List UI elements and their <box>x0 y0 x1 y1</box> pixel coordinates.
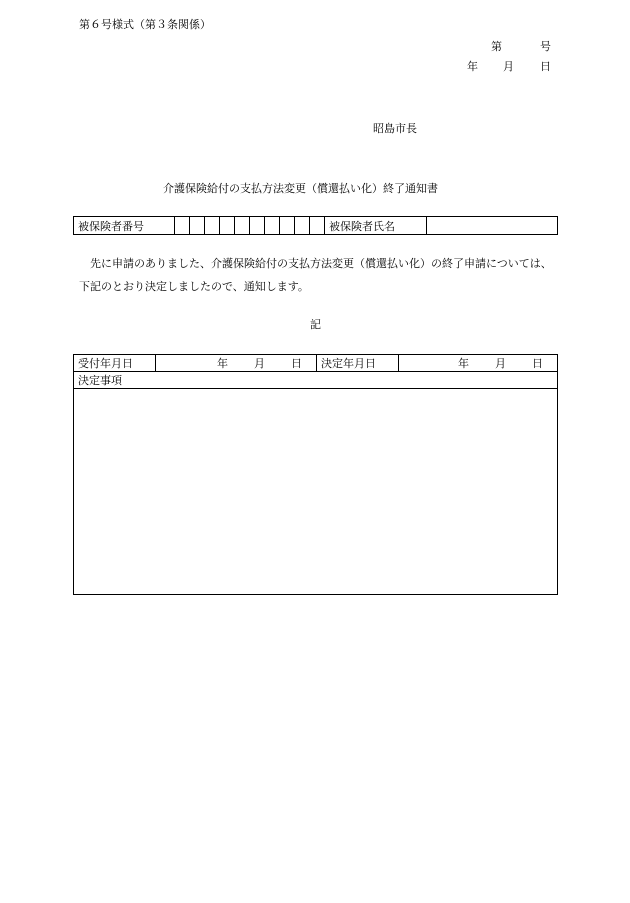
decision-matters-label: 決定事項 <box>74 372 558 389</box>
received-date-day: 日 <box>291 357 302 370</box>
ki-heading: 記 <box>310 318 321 331</box>
decision-date-label: 決定年月日 <box>317 355 399 372</box>
issue-date-year: 年 <box>467 60 478 73</box>
insured-number-box[interactable] <box>295 217 310 235</box>
received-date-month: 月 <box>254 357 265 370</box>
issue-date-month: 月 <box>503 60 514 73</box>
decision-date-month: 月 <box>495 357 506 370</box>
insured-number-box[interactable] <box>265 217 280 235</box>
insured-number-box[interactable] <box>280 217 295 235</box>
decision-date-year: 年 <box>458 357 469 370</box>
form-number-label: 第６号様式（第３条関係） <box>79 18 211 31</box>
insured-number-box[interactable] <box>205 217 220 235</box>
insured-number-box[interactable] <box>190 217 205 235</box>
insured-number-box[interactable] <box>250 217 265 235</box>
insured-number-box[interactable] <box>220 217 235 235</box>
issuer-name: 昭島市長 <box>373 122 417 135</box>
insured-number-label: 被保険者番号 <box>74 217 175 235</box>
decision-date-day: 日 <box>532 357 543 370</box>
doc-number-prefix: 第 <box>491 40 502 53</box>
decision-matters-content[interactable] <box>74 389 558 595</box>
insured-info-table <box>73 216 558 235</box>
insured-number-box[interactable] <box>235 217 250 235</box>
document-title: 介護保険給付の支払方法変更（償還払い化）終了通知書 <box>163 182 438 195</box>
received-date-value[interactable] <box>156 355 317 372</box>
decision-date-value[interactable] <box>399 355 558 372</box>
doc-number-suffix: 号 <box>540 40 551 53</box>
insured-number-box[interactable] <box>175 217 190 235</box>
insured-name-label: 被保険者氏名 <box>325 217 427 235</box>
insured-name-value[interactable] <box>427 217 558 235</box>
received-date-year: 年 <box>217 357 228 370</box>
notice-body: 先に申請のありました、介護保険給付の支払方法変更（償還払い化）の終了申請については、下記のとおり決定しましたので、通知します。 <box>79 257 552 293</box>
issue-date-day: 日 <box>540 60 551 73</box>
decision-details-table <box>73 354 558 595</box>
insured-number-box[interactable] <box>310 217 325 235</box>
received-date-label: 受付年月日 <box>74 355 156 372</box>
